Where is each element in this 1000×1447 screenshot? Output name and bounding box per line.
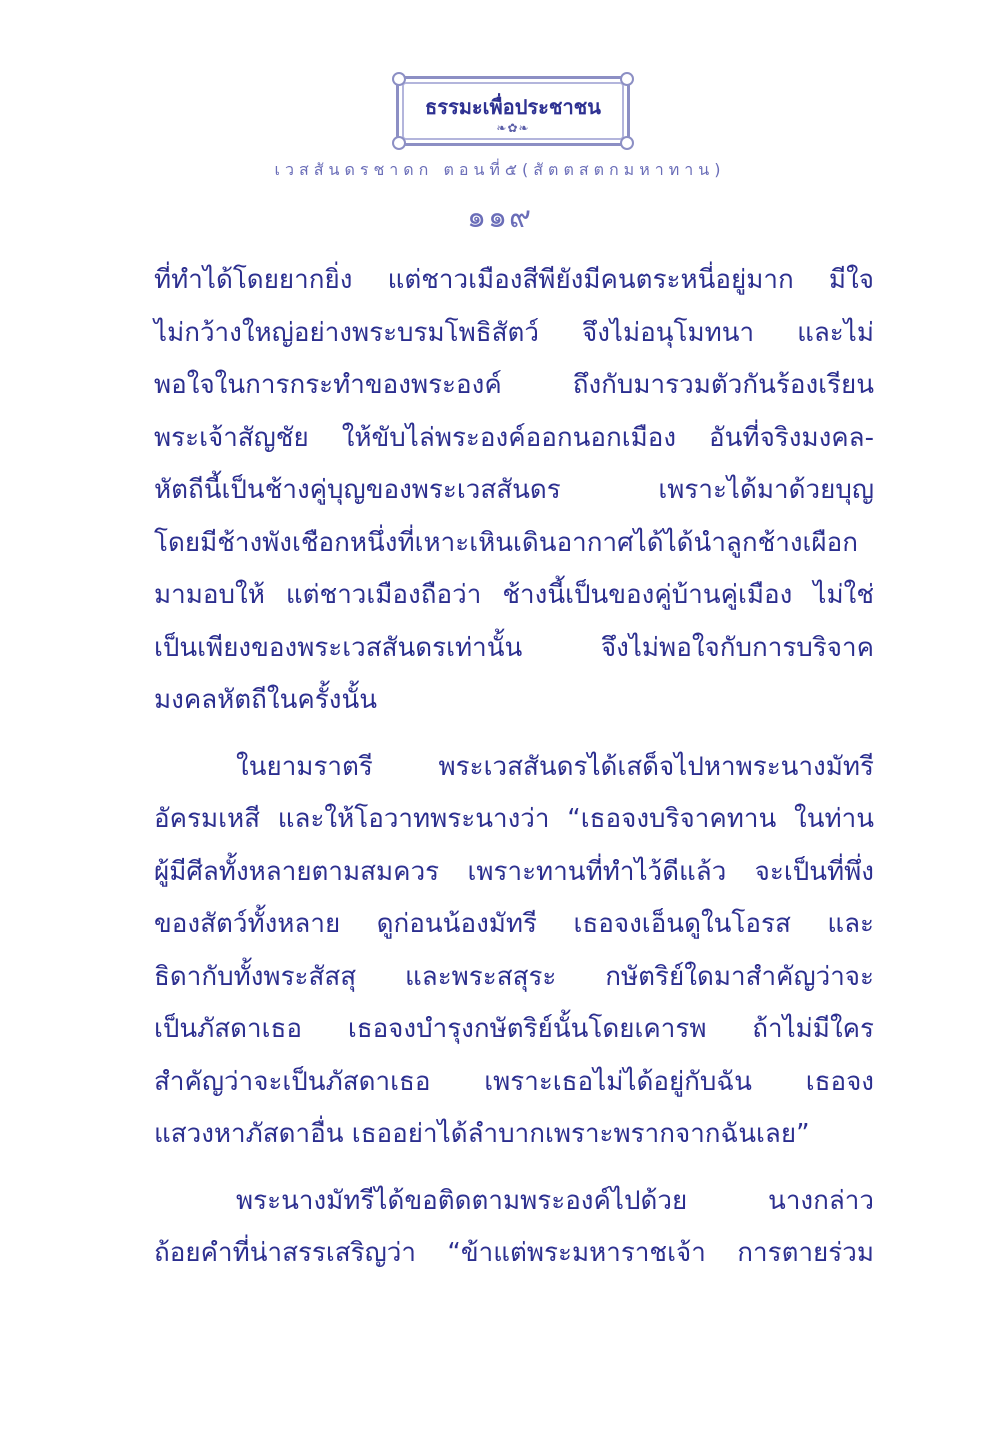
- text-line: ที่ทำได้โดยยากยิ่ง แต่ชาวเมืองสีพียังมีคนตระหนี่อยู่มาก มีใจ: [154, 265, 874, 295]
- publisher-logo: [396, 76, 630, 146]
- text-line: หัตถีนี้เป็นช้างคู่บุญของพระเวสสันดร เพราะได้มาด้วยบุญ: [154, 475, 874, 505]
- text-line: พระเจ้าสัญชัย ให้ขับไล่พระองค์ออกนอกเมือง อันที่จริงมงคล-: [154, 422, 874, 453]
- text-line: ผู้มีศีลทั้งหลายตามสมควร เพราะทานที่ทำไว้ดีแล้ว จะเป็นที่พึ่ง: [154, 856, 874, 887]
- logo-corner-ornament: [392, 72, 406, 86]
- body-text: [154, 254, 874, 1280]
- logo-corner-ornament: [620, 72, 634, 86]
- text-line: ของสัตว์ทั้งหลาย ดูก่อนน้องมัทรี เธอจงเอ็นดูในโอรส และ: [154, 909, 874, 939]
- text-line: เป็นเพียงของพระเวสสันดรเท่านั้น จึงไม่พอใจกับการบริจาค: [154, 632, 874, 663]
- logo-corner-ornament: [392, 136, 406, 150]
- text-line: มามอบให้ แต่ชาวเมืองถือว่า ช้างนี้เป็นของคู่บ้านคู่เมือง ไม่ใช่: [154, 580, 874, 610]
- text-line: เป็นภัสดาเธอ เธอจงบำรุงกษัตริย์นั้นโดยเคารพ ถ้าไม่มีใคร: [154, 1014, 874, 1044]
- text-line: สำคัญว่าจะเป็นภัสดาเธอ เพราะเธอไม่ได้อยู่กับฉัน เธอจง: [154, 1066, 874, 1097]
- running-head: เวสสันดรชาดก ตอนที่๕(สัตตสตกมหาทาน): [274, 160, 726, 179]
- paragraph-gap: [154, 727, 874, 741]
- text-line: แสวงหาภัสดาอื่น เธออย่าได้ลำบากเพราะพรากจากฉันเลย”: [154, 1119, 810, 1149]
- text-line: อัครมเหสี และให้โอวาทพระนางว่า “เธอจงบริจาคทาน ในท่าน: [154, 804, 874, 834]
- text-line: พอใจในการกระทำของพระองค์ ถึงกับมารวมตัวกันร้องเรียน: [154, 370, 874, 400]
- text-line: ถ้อยคำที่น่าสรรเสริญว่า “ข้าแต่พระมหาราชเจ้า การตายร่วม: [154, 1238, 874, 1268]
- logo-text: ธรรมะเพื่อประชาชน: [425, 95, 601, 119]
- text-line: ไม่กว้างใหญ่อย่างพระบรมโพธิสัตว์ จึงไม่อนุโมทนา และไม่: [154, 317, 874, 348]
- text-line: ธิดากับทั้งพระสัสสุ และพระสสุระ กษัตริย์ใดมาสำคัญว่าจะ: [154, 961, 874, 992]
- text-line: มงคลหัตถีในครั้งนั้น: [154, 685, 377, 715]
- text-line: ในยามราตรี พระเวสสันดรได้เสด็จไปหาพระนางมัทรี: [236, 751, 874, 782]
- logo-corner-ornament: [620, 136, 634, 150]
- text-line: พระนางมัทรีได้ขอติดตามพระองค์ไปด้วย นางกล่าว: [236, 1185, 874, 1216]
- flourish-icon: ❧✿❧: [496, 121, 530, 135]
- text-line: โดยมีช้างพังเชือกหนึ่งที่เหาะเหินเดินอากาศได้ได้นำลูกช้างเผือก: [154, 527, 859, 558]
- page-number: ๑๑๙: [466, 200, 534, 235]
- paragraph-gap: [154, 1161, 874, 1175]
